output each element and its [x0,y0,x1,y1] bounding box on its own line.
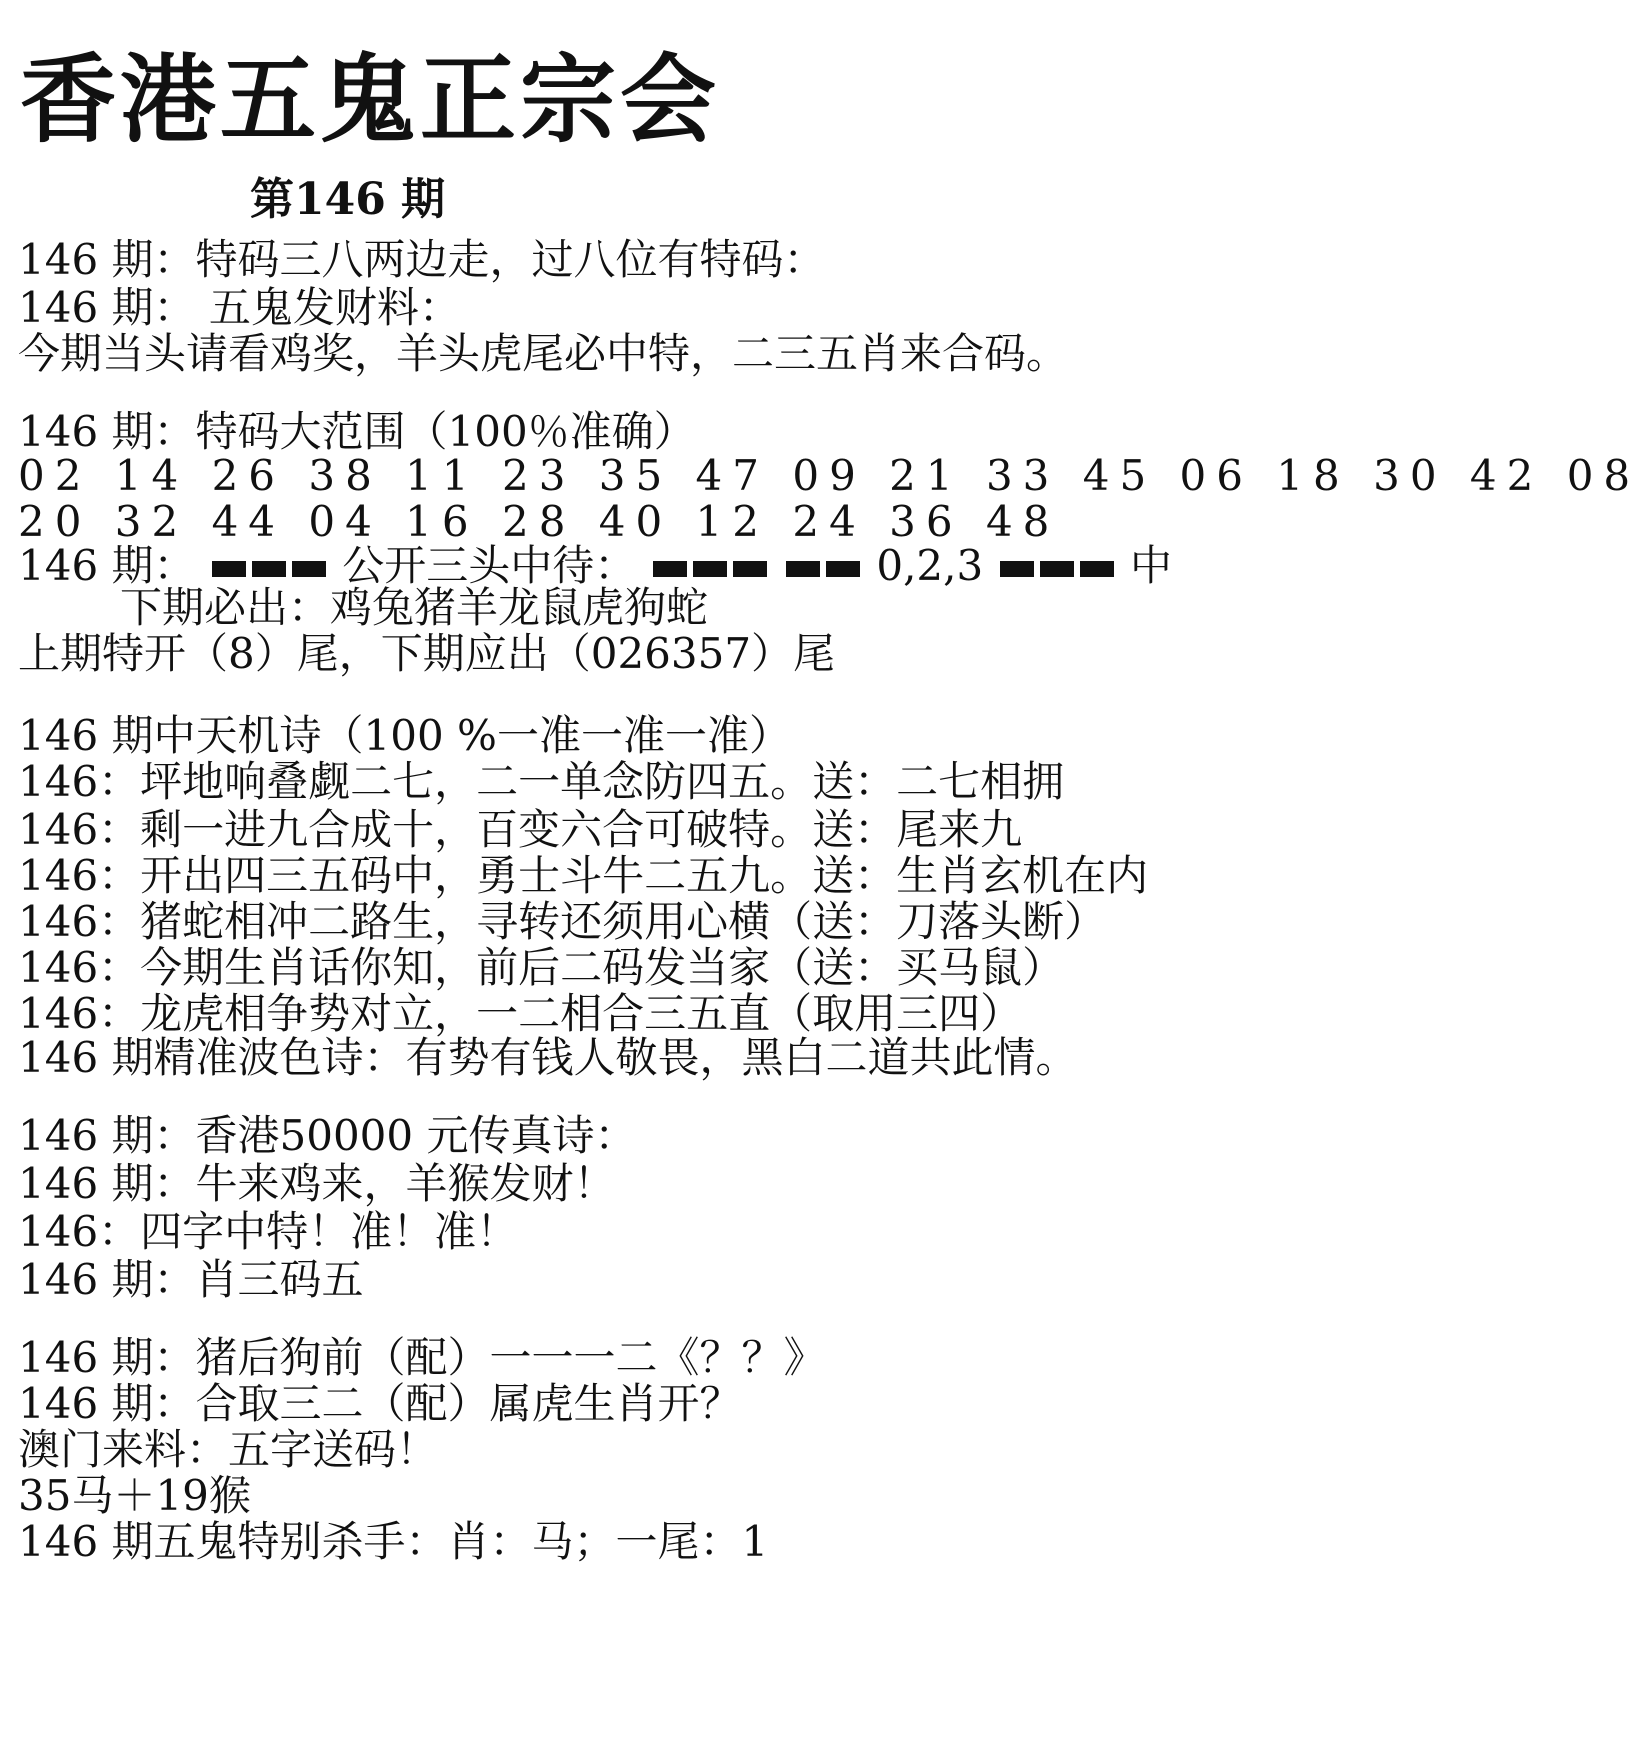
line-tail: 0,2,3 [876,541,984,590]
text-line: 146 期中天机诗（100 %一准一准一准） [18,711,791,760]
page-title: 香港五鬼正宗会 [20,44,720,156]
redaction-bar [1080,561,1114,577]
text-line: 35马＋19猴 [18,1471,251,1520]
text-line: 146 期：肖三码五 [18,1255,364,1304]
text-line: 146 期：特码大范围（100％准确） [18,407,696,456]
line-end: 中 [1129,541,1172,590]
text-line: 146 期：特码三八两边走，过八位有特码： [18,235,826,284]
text-line: 146 期：香港50000 元传真诗： [18,1111,637,1160]
text-line: 146 期：合取三二（配）属虎生肖开？ [18,1379,742,1428]
redaction-bar [653,561,687,577]
text-line: 146 期五鬼特别杀手：肖：马；一尾：1 [18,1517,769,1566]
redaction-bar [1040,561,1074,577]
text-line: 146：今期生肖话你知，前后二码发当家（送：买马鼠） [18,943,1065,992]
text-line: 146 期： 五鬼发财料： [18,283,461,332]
text-line: 146：四字中特！准！准！ [18,1207,519,1256]
text-line: 146：坪地响叠觑二七，二一单念防四五。送：二七相拥 [18,757,1065,806]
text-line: 上期特开（8）尾，下期应出（026357）尾 [18,629,836,678]
text-line: 146：剩一进九合成十，百变六合可破特。送：尾来九 [18,805,1023,854]
redaction-bar [826,561,860,577]
redaction-bar [693,561,727,577]
text-line: 146：龙虎相争势对立，一二相合三五直（取用三四） [18,989,1023,1038]
redaction-bar [212,561,246,577]
text-line: 146：猪蛇相冲二路生，寻转还须用心横（送：刀落头断） [18,897,1107,946]
text-line: 146 期精准波色诗：有势有钱人敬畏，黑白二道共此情。 [18,1033,1078,1082]
text-line: 146：开出四三五码中，勇士斗牛二五九。送：生肖玄机在内 [18,851,1149,900]
text-line: 146 期：猪后狗前（配）一一一二《？？》 [18,1333,826,1382]
text-line: 下期必出：鸡兔猪羊龙鼠虎狗蛇 [120,583,709,632]
line-middle: 公开三头中待： [342,541,637,590]
line-prefix: 146 期： [18,541,196,590]
number-row: 20 32 44 04 16 28 40 12 24 36 48 [18,497,1060,546]
text-line: 146 期：牛来鸡来，羊猴发财！ [18,1159,616,1208]
number-row: 02 14 26 38 11 23 35 47 09 21 33 45 06 18 30 42 08 [18,451,1640,500]
redaction-bar [733,561,767,577]
redaction-bar [786,561,820,577]
text-line: 今期当头请看鸡奖，羊头虎尾必中特，二三五肖来合码。 [18,329,1069,378]
text-line: 澳门来料：五字送码！ [18,1425,439,1474]
redaction-bar [292,561,326,577]
redaction-bar [252,561,286,577]
redaction-bar [1000,561,1034,577]
issue-number: 第146 期 [250,174,446,225]
